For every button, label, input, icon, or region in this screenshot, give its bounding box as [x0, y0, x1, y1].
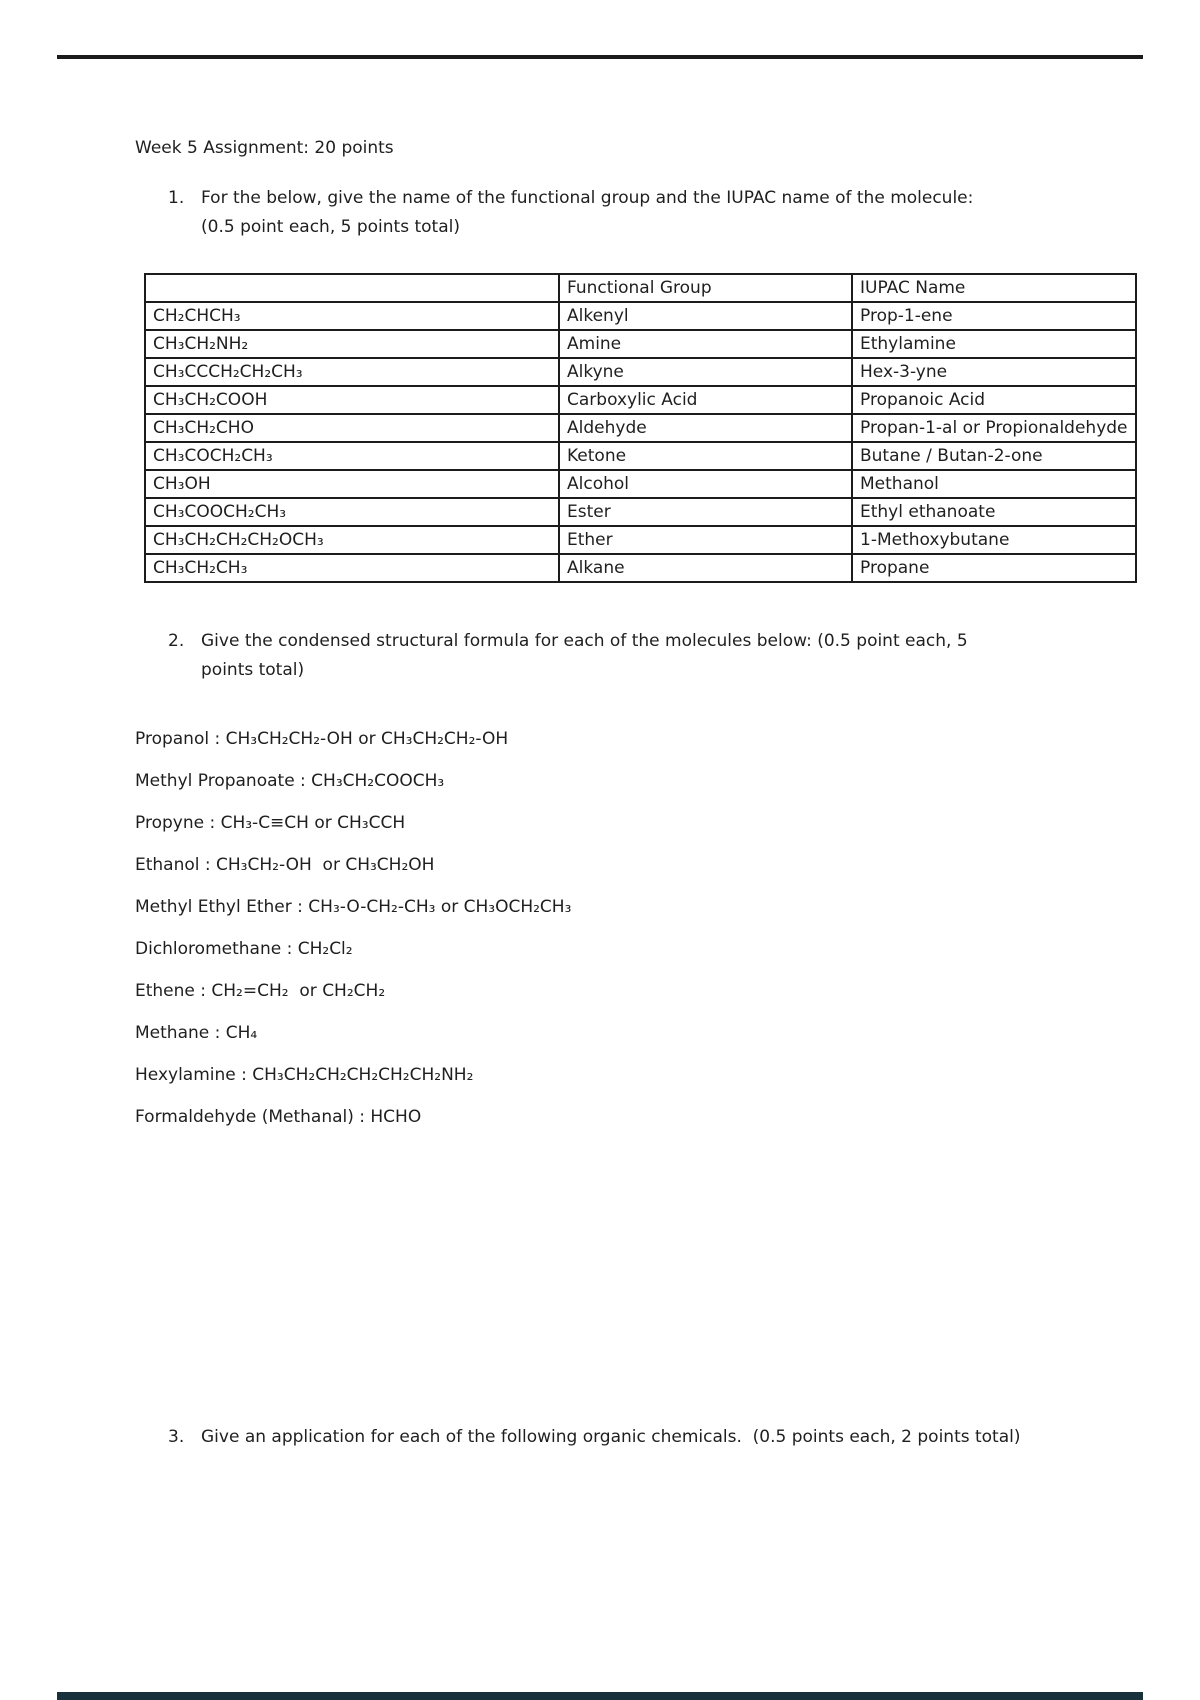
- question-1: [135, 184, 1095, 242]
- header-cell-blank: [145, 274, 559, 302]
- formula-cell: CH₂CHCH₃: [145, 302, 559, 330]
- question-2-text: Give the condensed structural formula for each of the molecules below: (0.5 point each, 5 points total): [201, 631, 974, 680]
- table-row: [145, 414, 1136, 442]
- table-row: [145, 554, 1136, 582]
- group-cell: Amine: [559, 330, 852, 358]
- iupac-cell: Butane / Butan-2-one: [852, 442, 1136, 470]
- answer-line-dichloromethane: Dichloromethane : CH₂Cl₂: [135, 939, 353, 959]
- answer-line-ethanol: Ethanol : CH₃CH₂-OH or CH₃CH₂OH: [135, 855, 435, 875]
- formula-cell: CH₃COOCH₂CH₃: [145, 498, 559, 526]
- table-row: [145, 470, 1136, 498]
- group-cell: Alkyne: [559, 358, 852, 386]
- group-cell: Ether: [559, 526, 852, 554]
- answer-line-methyl-ethyl-ether: Methyl Ethyl Ether : CH₃-O-CH₂-CH₃ or CH₃OCH₂CH₃: [135, 897, 572, 917]
- header-cell-iupac-name: IUPAC Name: [852, 274, 1136, 302]
- gap: [135, 685, 1095, 731]
- formula-cell: CH₃CH₂CH₃: [145, 554, 559, 582]
- answer-line-methyl-propanoate: Methyl Propanoate : CH₃CH₂COOCH₃: [135, 771, 445, 791]
- table-row: [145, 302, 1136, 330]
- group-cell: Carboxylic Acid: [559, 386, 852, 414]
- formula-cell: CH₃OH: [145, 470, 559, 498]
- answer-line-methane: Methane : CH₄: [135, 1023, 258, 1043]
- group-cell: Aldehyde: [559, 414, 852, 442]
- blank-space: [135, 1151, 1095, 1399]
- table-row: [145, 358, 1136, 386]
- answer-line-hexylamine: Hexylamine : CH₃CH₂CH₂CH₂CH₂CH₂NH₂: [135, 1065, 474, 1085]
- table-row: [145, 498, 1136, 526]
- answer-line-propyne: Propyne : CH₃-C≡CH or CH₃CCH: [135, 813, 406, 833]
- footer-bar: [57, 1692, 1143, 1700]
- iupac-cell: Ethylamine: [852, 330, 1136, 358]
- answer-line-ethene: Ethene : CH₂=CH₂ or CH₂CH₂: [135, 981, 386, 1001]
- group-cell: Alkane: [559, 554, 852, 582]
- iupac-cell: Propanoic Acid: [852, 386, 1136, 414]
- iupac-cell: Ethyl ethanoate: [852, 498, 1136, 526]
- table-row: [145, 330, 1136, 358]
- iupac-cell: Methanol: [852, 470, 1136, 498]
- question-1-text: For the below, give the name of the functional group and the IUPAC name of the molecule: (0.5 point each, 5 points total): [201, 188, 979, 237]
- formula-cell: CH₃CH₂CH₂CH₂OCH₃: [145, 526, 559, 554]
- group-cell: Ester: [559, 498, 852, 526]
- functional-group-table: [144, 273, 1137, 583]
- formula-cell: CH₃CH₂NH₂: [145, 330, 559, 358]
- iupac-cell: Propane: [852, 554, 1136, 582]
- question-3-text: Give an application for each of the following organic chemicals. (0.5 points each, 2 points total): [201, 1427, 1021, 1447]
- table-row: [145, 442, 1136, 470]
- formula-cell: CH₃COCH₂CH₃: [145, 442, 559, 470]
- question-3-number: 3.: [168, 1427, 185, 1447]
- question-2: [135, 627, 1095, 685]
- page-title: Week 5 Assignment: 20 points: [135, 138, 394, 158]
- question-2-number: 2.: [168, 631, 185, 651]
- header-cell-functional-group: Functional Group: [559, 274, 852, 302]
- group-cell: Alkenyl: [559, 302, 852, 330]
- question-1-number: 1.: [168, 188, 185, 208]
- formula-cell: CH₃CH₂CHO: [145, 414, 559, 442]
- iupac-cell: Prop-1-ene: [852, 302, 1136, 330]
- question-3: [135, 1423, 1095, 1452]
- table-header-row: [145, 274, 1136, 302]
- table-row: [145, 526, 1136, 554]
- iupac-cell: Propan-1-al or Propionaldehyde: [852, 414, 1136, 442]
- document-content: [135, 136, 1128, 1452]
- formula-cell: CH₃CH₂COOH: [145, 386, 559, 414]
- table-row: [145, 386, 1136, 414]
- group-cell: Alcohol: [559, 470, 852, 498]
- iupac-cell: 1-Methoxybutane: [852, 526, 1136, 554]
- answer-line-propanol: Propanol : CH₃CH₂CH₂-OH or CH₃CH₂CH₂-OH: [135, 729, 509, 749]
- formula-cell: CH₃CCCH₂CH₂CH₃: [145, 358, 559, 386]
- header-divider-rule: [57, 55, 1143, 59]
- group-cell: Ketone: [559, 442, 852, 470]
- answer-line-formaldehyde: Formaldehyde (Methanal) : HCHO: [135, 1107, 422, 1127]
- iupac-cell: Hex-3-yne: [852, 358, 1136, 386]
